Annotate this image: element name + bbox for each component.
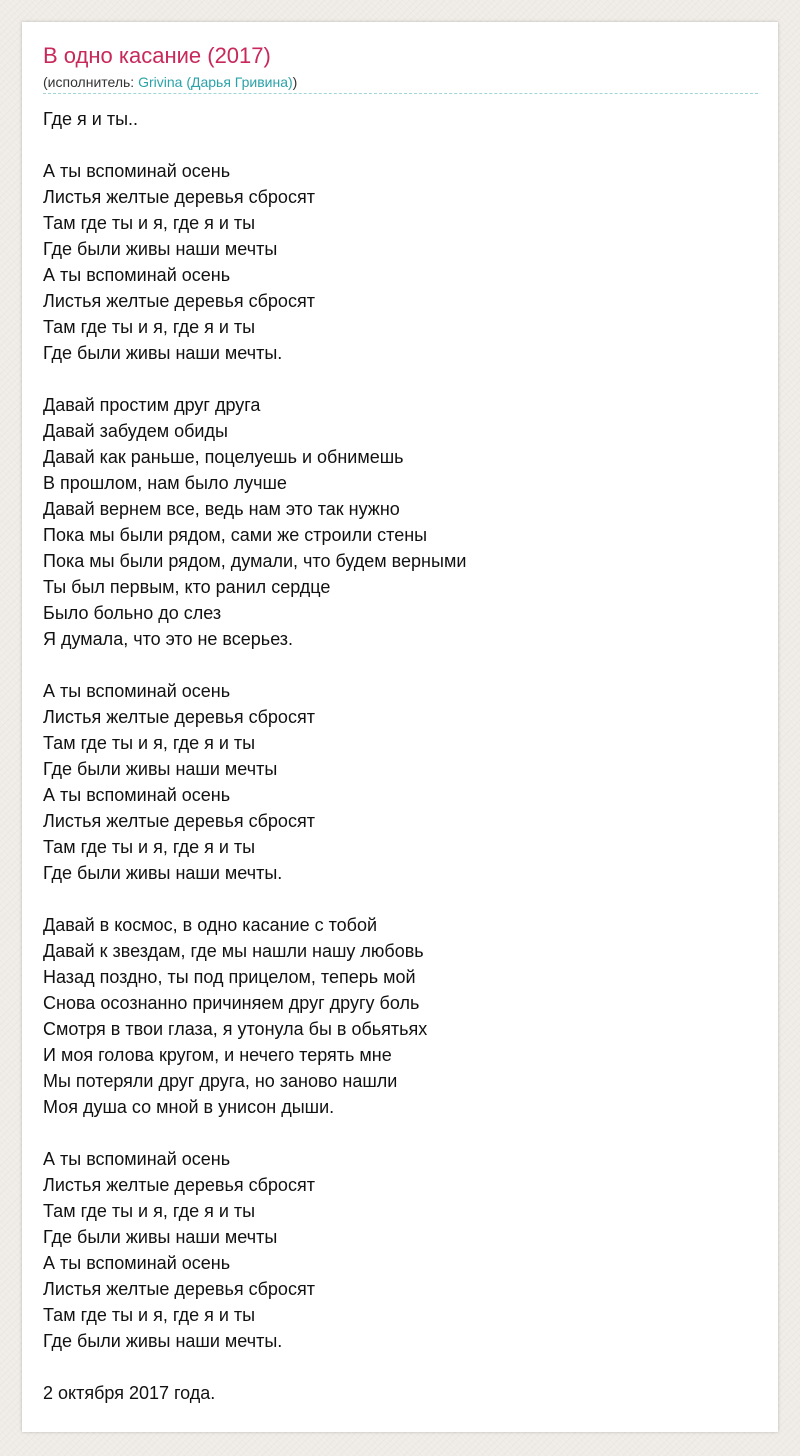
lyric-line: Давай как раньше, поцелуешь и обнимешь	[43, 447, 404, 467]
lyric-line: Давай к звездам, где мы нашли нашу любовь	[43, 941, 424, 961]
performer-prefix: (исполнитель:	[43, 74, 139, 90]
lyric-line: А ты вспоминай осень	[43, 265, 231, 285]
lyric-line: Листья желтые деревья сбросят	[43, 187, 315, 207]
lyric-line: Мы потеряли друг друга, но заново нашли	[43, 1071, 398, 1091]
lyric-line: Листья желтые деревья сбросят	[43, 1175, 315, 1195]
lyric-line: Где я и ты..	[43, 109, 139, 129]
lyric-line: В прошлом, нам было лучше	[43, 473, 287, 493]
lyric-line: Листья желтые деревья сбросят	[43, 811, 315, 831]
lyric-line: Где были живы наши мечты	[43, 759, 278, 779]
song-title: В одно касание (2017)	[43, 43, 271, 68]
stanza-break	[43, 886, 758, 912]
lyric-line: А ты вспоминай осень	[43, 681, 231, 701]
lyric-line: Там где ты и я, где я и ты	[43, 1305, 256, 1325]
lyric-line: Давай в космос, в одно касание с тобой	[43, 915, 378, 935]
stanza-break	[43, 1354, 758, 1380]
lyric-line: Там где ты и я, где я и ты	[43, 317, 256, 337]
lyric-line: Снова осознанно причиняем друг другу боль	[43, 993, 420, 1013]
lyric-line: Там где ты и я, где я и ты	[43, 733, 256, 753]
lyric-line: Пока мы были рядом, думали, что будем верными	[43, 551, 467, 571]
stanza-break	[43, 1120, 758, 1146]
lyric-line: И моя голова кругом, и нечего терять мне	[43, 1045, 392, 1065]
lyric-line: Где были живы наши мечты.	[43, 343, 283, 363]
stanza-break	[43, 366, 758, 392]
lyric-line: Было больно до слез	[43, 603, 222, 623]
lyric-line: Там где ты и я, где я и ты	[43, 1201, 256, 1221]
lyric-line: А ты вспоминай осень	[43, 1149, 231, 1169]
lyric-line: Где были живы наши мечты	[43, 1227, 278, 1247]
title-divider	[43, 93, 758, 94]
lyric-line: Там где ты и я, где я и ты	[43, 213, 256, 233]
lyric-line: Листья желтые деревья сбросят	[43, 291, 315, 311]
lyric-line: А ты вспоминай осень	[43, 1253, 231, 1273]
lyric-line: Давай простим друг друга	[43, 395, 261, 415]
stanza-break	[43, 132, 758, 158]
performer-link[interactable]: Grivina (Дарья Гривина)	[138, 74, 293, 90]
lyric-line: Где были живы наши мечты.	[43, 863, 283, 883]
lyric-line: Ты был первым, кто ранил сердце	[43, 577, 331, 597]
lyric-line: Листья желтые деревья сбросят	[43, 1279, 315, 1299]
lyric-line: Моя душа со мной в унисон дыши.	[43, 1097, 335, 1117]
performer-suffix: )	[292, 74, 298, 90]
lyric-line: Назад поздно, ты под прицелом, теперь мой	[43, 967, 416, 987]
lyrics-card	[22, 22, 778, 1432]
lyric-line: Где были живы наши мечты.	[43, 1331, 283, 1351]
lyric-line: Листья желтые деревья сбросят	[43, 707, 315, 727]
lyric-line: Давай вернем все, ведь нам это так нужно	[43, 499, 400, 519]
performer-line	[43, 73, 297, 91]
lyric-line: Смотря в твои глаза, я утонула бы в обьятьях	[43, 1019, 428, 1039]
lyric-line: Я думала, что это не всерьез.	[43, 629, 294, 649]
lyric-line: А ты вспоминай осень	[43, 785, 231, 805]
stanza-break	[43, 652, 758, 678]
lyric-line: А ты вспоминай осень	[43, 161, 231, 181]
lyric-line: Пока мы были рядом, сами же строили стены	[43, 525, 428, 545]
lyric-line: 2 октября 2017 года.	[43, 1383, 216, 1403]
lyrics-body	[43, 106, 758, 1406]
lyric-line: Давай забудем обиды	[43, 421, 228, 441]
lyric-line: Там где ты и я, где я и ты	[43, 837, 256, 857]
lyric-line: Где были живы наши мечты	[43, 239, 278, 259]
